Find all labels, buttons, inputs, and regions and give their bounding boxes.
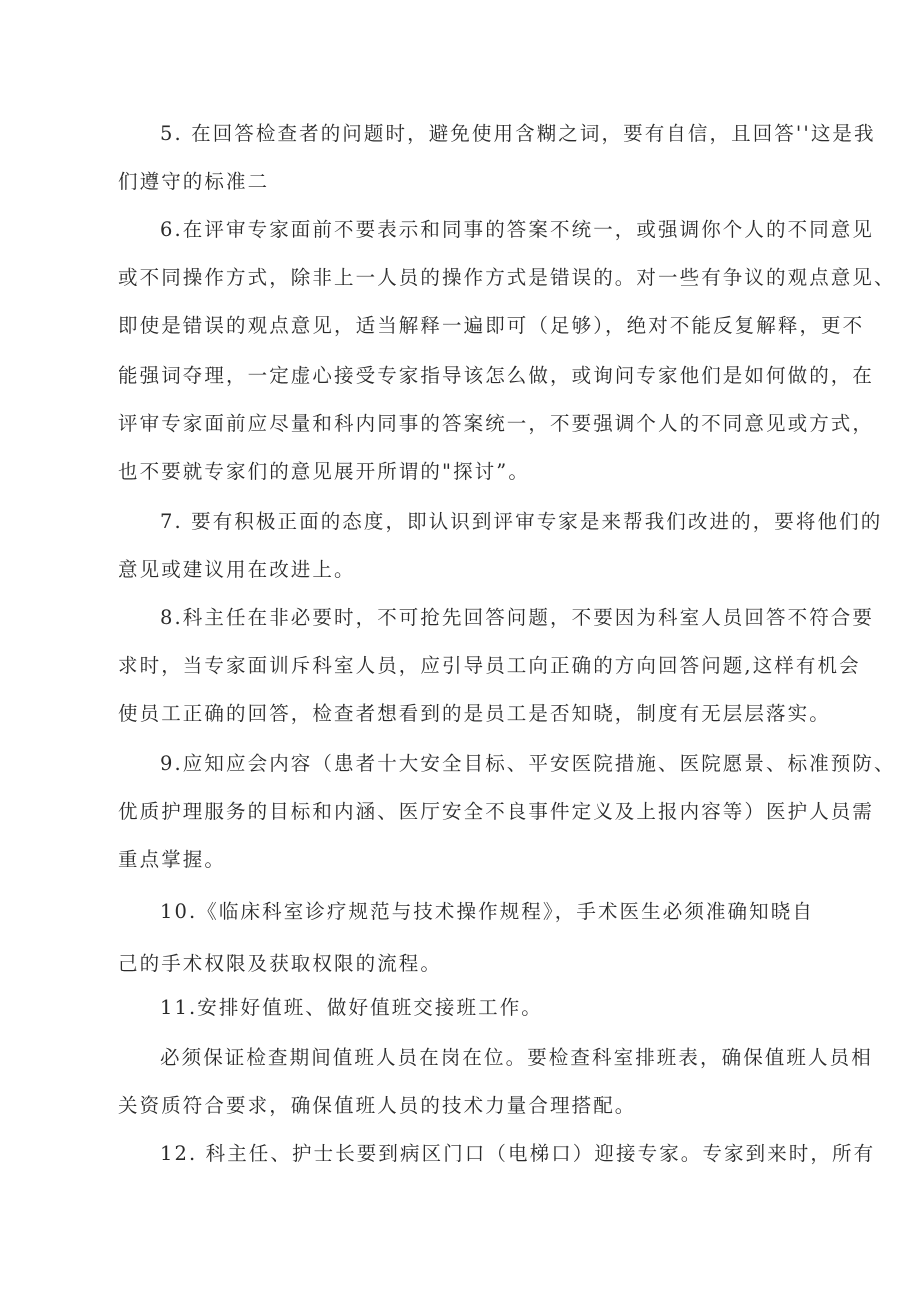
paragraph-6-line-2: 或不同操作方式，除非上一人员的操作方式是错误的。对一些有争议的观点意见、 (118, 266, 896, 289)
paragraph-12-line-1: 12. 科主任、护士长要到病区门口（电梯口）迎接专家。专家到来时，所有 (160, 1142, 876, 1165)
paragraph-6-line-3: 即使是错误的观点意见，适当解释一遍即可（足够），绝对不能反复解释，更不 (118, 314, 865, 337)
paragraph-11-line-1: 必须保证检查期间值班人员在岗在位。要检查科室排班表，确保值班人员相 (160, 1046, 873, 1069)
paragraph-5-line-1: 5. 在回答检查者的问题时，避免使用含糊之词，要有自信，且回答''这是我 (160, 122, 876, 145)
paragraph-8-line-1: 8.科主任在非必要时，不可抢先回答问题，不要因为科室人员回答不符合要 (160, 606, 875, 629)
paragraph-11-line-2: 关资质符合要求，确保值班人员的技术力量合理搭配。 (118, 1094, 637, 1117)
paragraph-6-line-1: 6.在评审专家面前不要表示和同事的答案不统一，或强调你个人的不同意见 (160, 218, 875, 241)
paragraph-8-line-3: 使员工正确的回答，检查者想看到的是员工是否知晓，制度有无层层落实。 (118, 702, 831, 725)
paragraph-7-line-2: 意见或建议用在改进上。 (118, 558, 356, 581)
paragraph-10-line-1: 10.《临床科室诊疗规范与技术操作规程》，手术医生必须准确知晓自 (160, 900, 814, 923)
paragraph-7-line-1: 7. 要有积极正面的态度，即认识到评审专家是来帮我们改进的，要将他们的 (160, 510, 883, 533)
paragraph-8-line-2: 求时，当专家面训斥科室人员，应引导员工向正确的方向回答问题,这样有机会 (118, 654, 861, 677)
paragraph-6-line-5: 评审专家面前应尽量和科内同事的答案统一，不要强调个人的不同意见或方式， (118, 412, 875, 435)
paragraph-6-line-4: 能强词夺理，一定虚心接受专家指导该怎么做，或询问专家他们是如何做的，在 (118, 364, 875, 387)
paragraph-6-line-6: 也不要就专家们的意见展开所谓的"探讨”。 (118, 460, 530, 483)
paragraph-9-line-1: 9.应知应会内容（患者十大安全目标、平安医院措施、医院愿景、标准预防、 (160, 752, 896, 775)
paragraph-5-line-2: 们遵守的标准二 (118, 170, 270, 193)
paragraph-11-heading: 11.安排好值班、做好值班交接班工作。 (160, 996, 543, 1019)
paragraph-9-line-3: 重点掌握。 (118, 848, 227, 871)
paragraph-10-line-2: 己的手术权限及获取权限的流程。 (118, 952, 443, 975)
paragraph-9-line-2: 优质护理服务的目标和内涵、医厅安全不良事件定义及上报内容等）医护人员需 (118, 800, 875, 823)
